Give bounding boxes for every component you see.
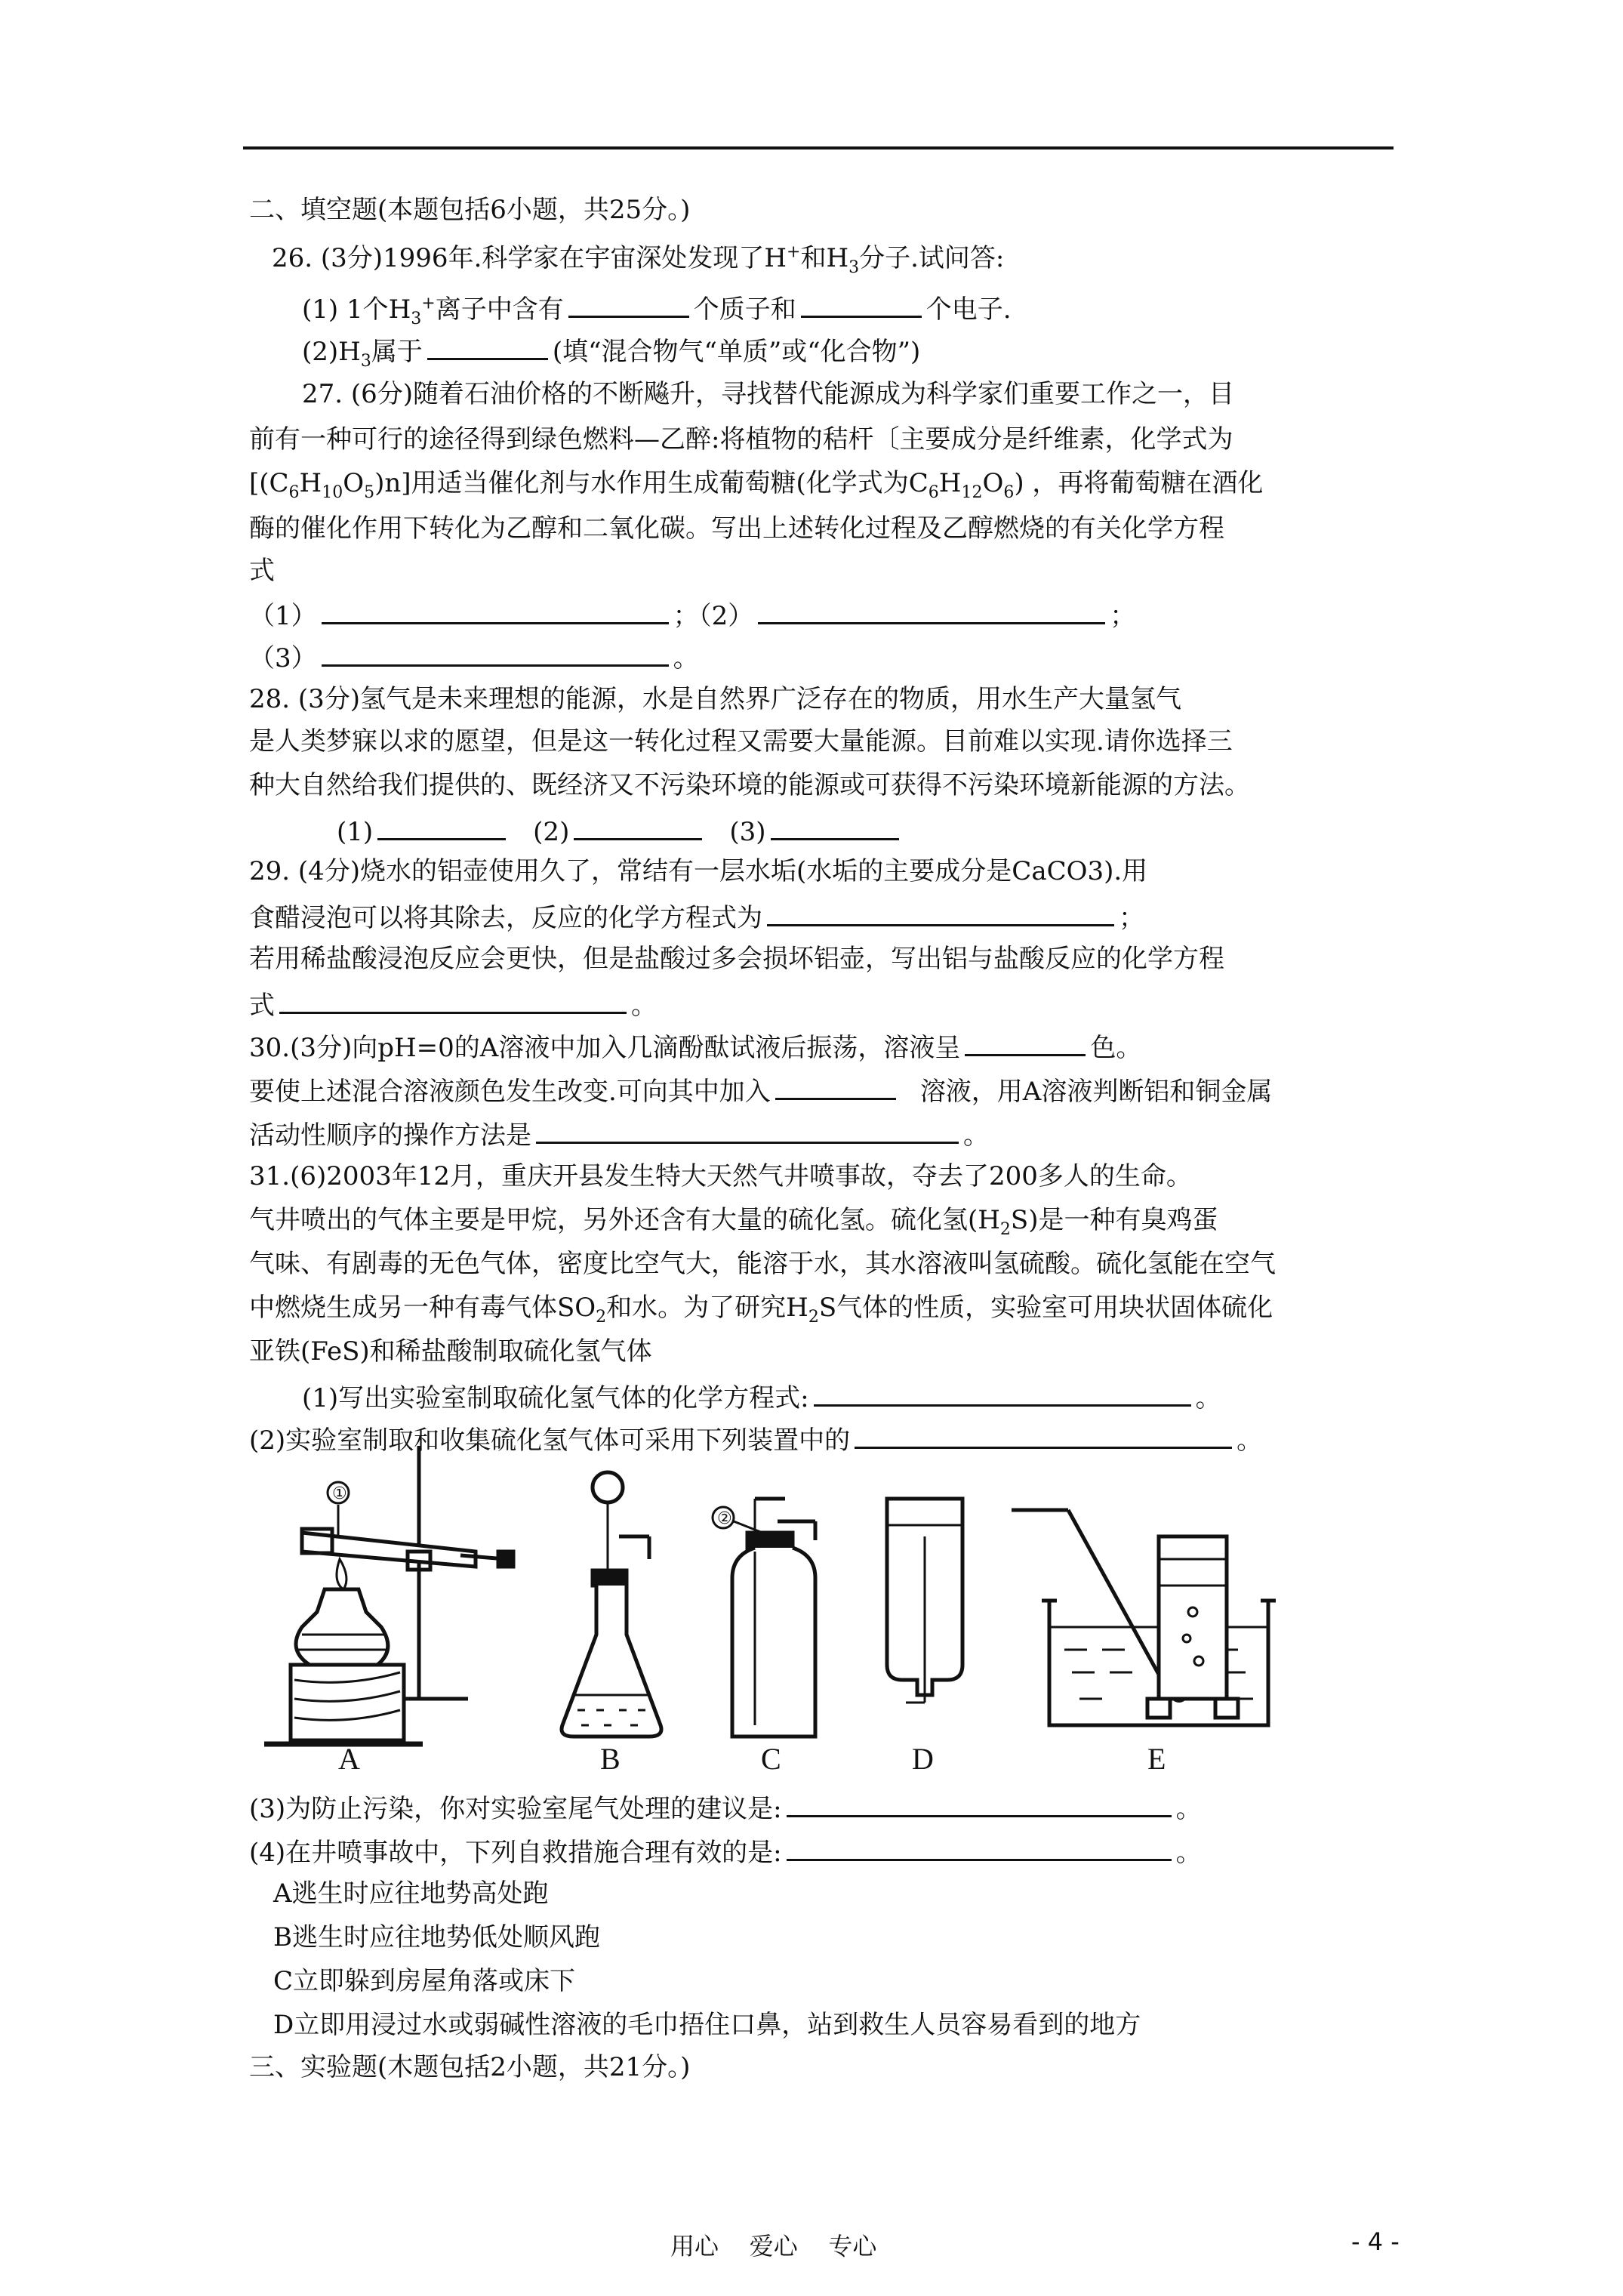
label-e: E (1147, 1742, 1166, 1771)
answer-blank[interactable] (814, 1379, 1191, 1407)
apparatus-b (562, 1472, 661, 1771)
answer-blank[interactable] (787, 1789, 1172, 1817)
q26-stem: 26. (3分)1996年.科学家在宇宙深处发现了H+和$H_3$分子.试问答: (272, 242, 1005, 277)
q26-part1: (1) 1个$H_3^+$离子中含有 个质子和 个电子. (302, 290, 1012, 326)
answer-blank[interactable] (322, 596, 669, 624)
q31-line1: 31.(6)2003年12月，重庆开县发生特大天然气井喷事故，夺去了200多人的生命。 (249, 1161, 1192, 1191)
q31-option-c: C立即躲到房屋角落或床下 (273, 1966, 576, 1996)
q31-option-d: D立即用浸过水或弱碱性溶液的毛巾捂住口鼻，站到救生人员容易看到的地方 (273, 2010, 1141, 2040)
label-d: D (912, 1742, 934, 1771)
answer-blank[interactable] (758, 596, 1105, 624)
q26-part2: $(2)H_3$属于 (填“混合物气“单质”或“化合物”) (302, 332, 920, 368)
q29-line2: 食醋浸泡可以将其除去，反应的化学方程式为 ； (249, 898, 1144, 935)
label-a: A (338, 1742, 360, 1771)
q27-line4: 酶的催化作用下转化为乙醇和二氧化碳。写出上述转化过程及乙醇燃烧的有关化学方程 (249, 513, 1224, 544)
q27-answers-1-2: （1） ；（2） ； (249, 596, 1135, 633)
apparatus-d (887, 1499, 962, 1771)
q31-part1: (1)写出实验室制取硫化氢气体的化学方程式: 。 (302, 1379, 1221, 1415)
answer-blank[interactable] (279, 986, 627, 1014)
section3-title: 三、实验题(木题包括2小题，共21分。) (249, 2052, 691, 2082)
q31-line3: 气味、有剧毒的无色气体，密度比空气大，能溶于水，其水溶液叫氢硫酸。硫化氢能在空气 (249, 1249, 1276, 1279)
apparatus-a (264, 1446, 513, 1771)
q31-line5: 亚铁(FeS)和稀盐酸制取硫化氢气体 (249, 1336, 652, 1367)
q27-answer-3: （3） 。 (249, 639, 699, 675)
answer-blank[interactable] (787, 1833, 1172, 1861)
q28-line1: 28. (3分)氢气是未来理想的能源，水是自然界广泛存在的物质，用水生产大量氢气 (249, 684, 1182, 714)
answer-blank[interactable] (771, 812, 899, 840)
q28-line2: 是人类梦寐以求的愿望，但是这一转化过程又需要大量能源。目前难以实现.请你选择三 (249, 726, 1233, 757)
q31-line2: 气井喷出的气体主要是甲烷，另外还含有大量的硫化氢。硫化氢$(H_2S)$是一种有臭鸡蛋 (249, 1205, 1218, 1239)
lab-apparatus-figure (257, 1438, 1276, 1771)
answer-blank[interactable] (965, 1028, 1086, 1056)
q29-line4: 式 。 (249, 986, 657, 1022)
answer-blank[interactable] (767, 898, 1114, 926)
q30-line1: 30.(3分)向pH=0的A溶液中加入几滴酚酞试液后振荡，溶液呈 色。 (249, 1028, 1141, 1065)
page-number: - 4 - (1351, 2227, 1400, 2256)
answer-blank[interactable] (574, 812, 702, 840)
q29-line3: 若用稀盐酸浸泡反应会更快，但是盐酸过多会损坏铝壶，写出铝与盐酸反应的化学方程 (249, 944, 1224, 974)
q31-part4: (4)在井喷事故中，下列自救措施合理有效的是: 。 (249, 1833, 1202, 1869)
answer-blank[interactable] (322, 639, 669, 667)
q31-part2: (2)实验室制取和收集硫化氢气体可采用下列装置中的 。 (249, 1421, 1262, 1457)
q31-line4: 中燃烧生成另一种有毒气体$SO_2$和水。为了研究$H_2S$气体的性质，实验室可用块状固体硫化 (249, 1293, 1273, 1327)
answer-blank[interactable] (377, 812, 506, 840)
q27-line5: 式 (249, 556, 275, 586)
answer-blank[interactable] (568, 290, 689, 318)
header-rule (243, 146, 1394, 149)
answer-blank[interactable] (775, 1072, 896, 1100)
q31-part3: (3)为防止污染，你对实验室尾气处理的建议是: 。 (249, 1789, 1202, 1826)
q30-line3: 活动性顺序的操作方法是 。 (249, 1116, 989, 1152)
q31-option-a: A逃生时应往地势高处跑 (273, 1878, 549, 1909)
q27-line2: 前有一种可行的途径得到绿色燃料—乙醉:将植物的秸杆〔主要成分是纤维素，化学式为 (249, 424, 1233, 455)
footer-motto: 用心 爱心 专心 (670, 2232, 877, 2261)
q27-line1: 27. (6分)随着石油价格的不断飚升，寻找替代能源成为科学家们重要工作之一，目 (302, 379, 1235, 409)
apparatus-c (713, 1499, 815, 1771)
label-b: B (600, 1742, 621, 1771)
answer-blank[interactable] (801, 290, 922, 318)
answer-blank[interactable] (427, 332, 548, 360)
answer-blank[interactable] (536, 1116, 959, 1144)
label-circle-1: ① (332, 1484, 347, 1503)
label-circle-2: ② (717, 1509, 732, 1528)
section2-title: 二、填空题(本题包括6小题，共25分。) (249, 195, 691, 225)
label-c: C (761, 1742, 781, 1771)
q29-line1: 29. (4分)烧水的铝壶使用久了，常结有一层水垢(水垢的主要成分是CaCO3).用 (249, 856, 1148, 886)
q31-option-b: B逃生时应往地势低处顺风跑 (273, 1922, 600, 1952)
q27-line3: $[(C_6H_{10}O_5)n]$用适当催化剂与水作用生成葡萄糖(化学式为$C_6H_{12}O_6$) ，再将葡萄糖在酒化 (249, 468, 1264, 502)
q30-line2: 要使上述混合溶液颜色发生改变.可向其中加入 溶液，用A溶液判断铝和铜金属 (249, 1072, 1272, 1108)
apparatus-e (1012, 1510, 1276, 1771)
q28-options: (1) (2) (3) (337, 812, 904, 849)
q28-line3: 种大自然给我们提供的、既经济又不污染环境的能源或可获得不污染环境新能源的方法。 (249, 770, 1250, 800)
